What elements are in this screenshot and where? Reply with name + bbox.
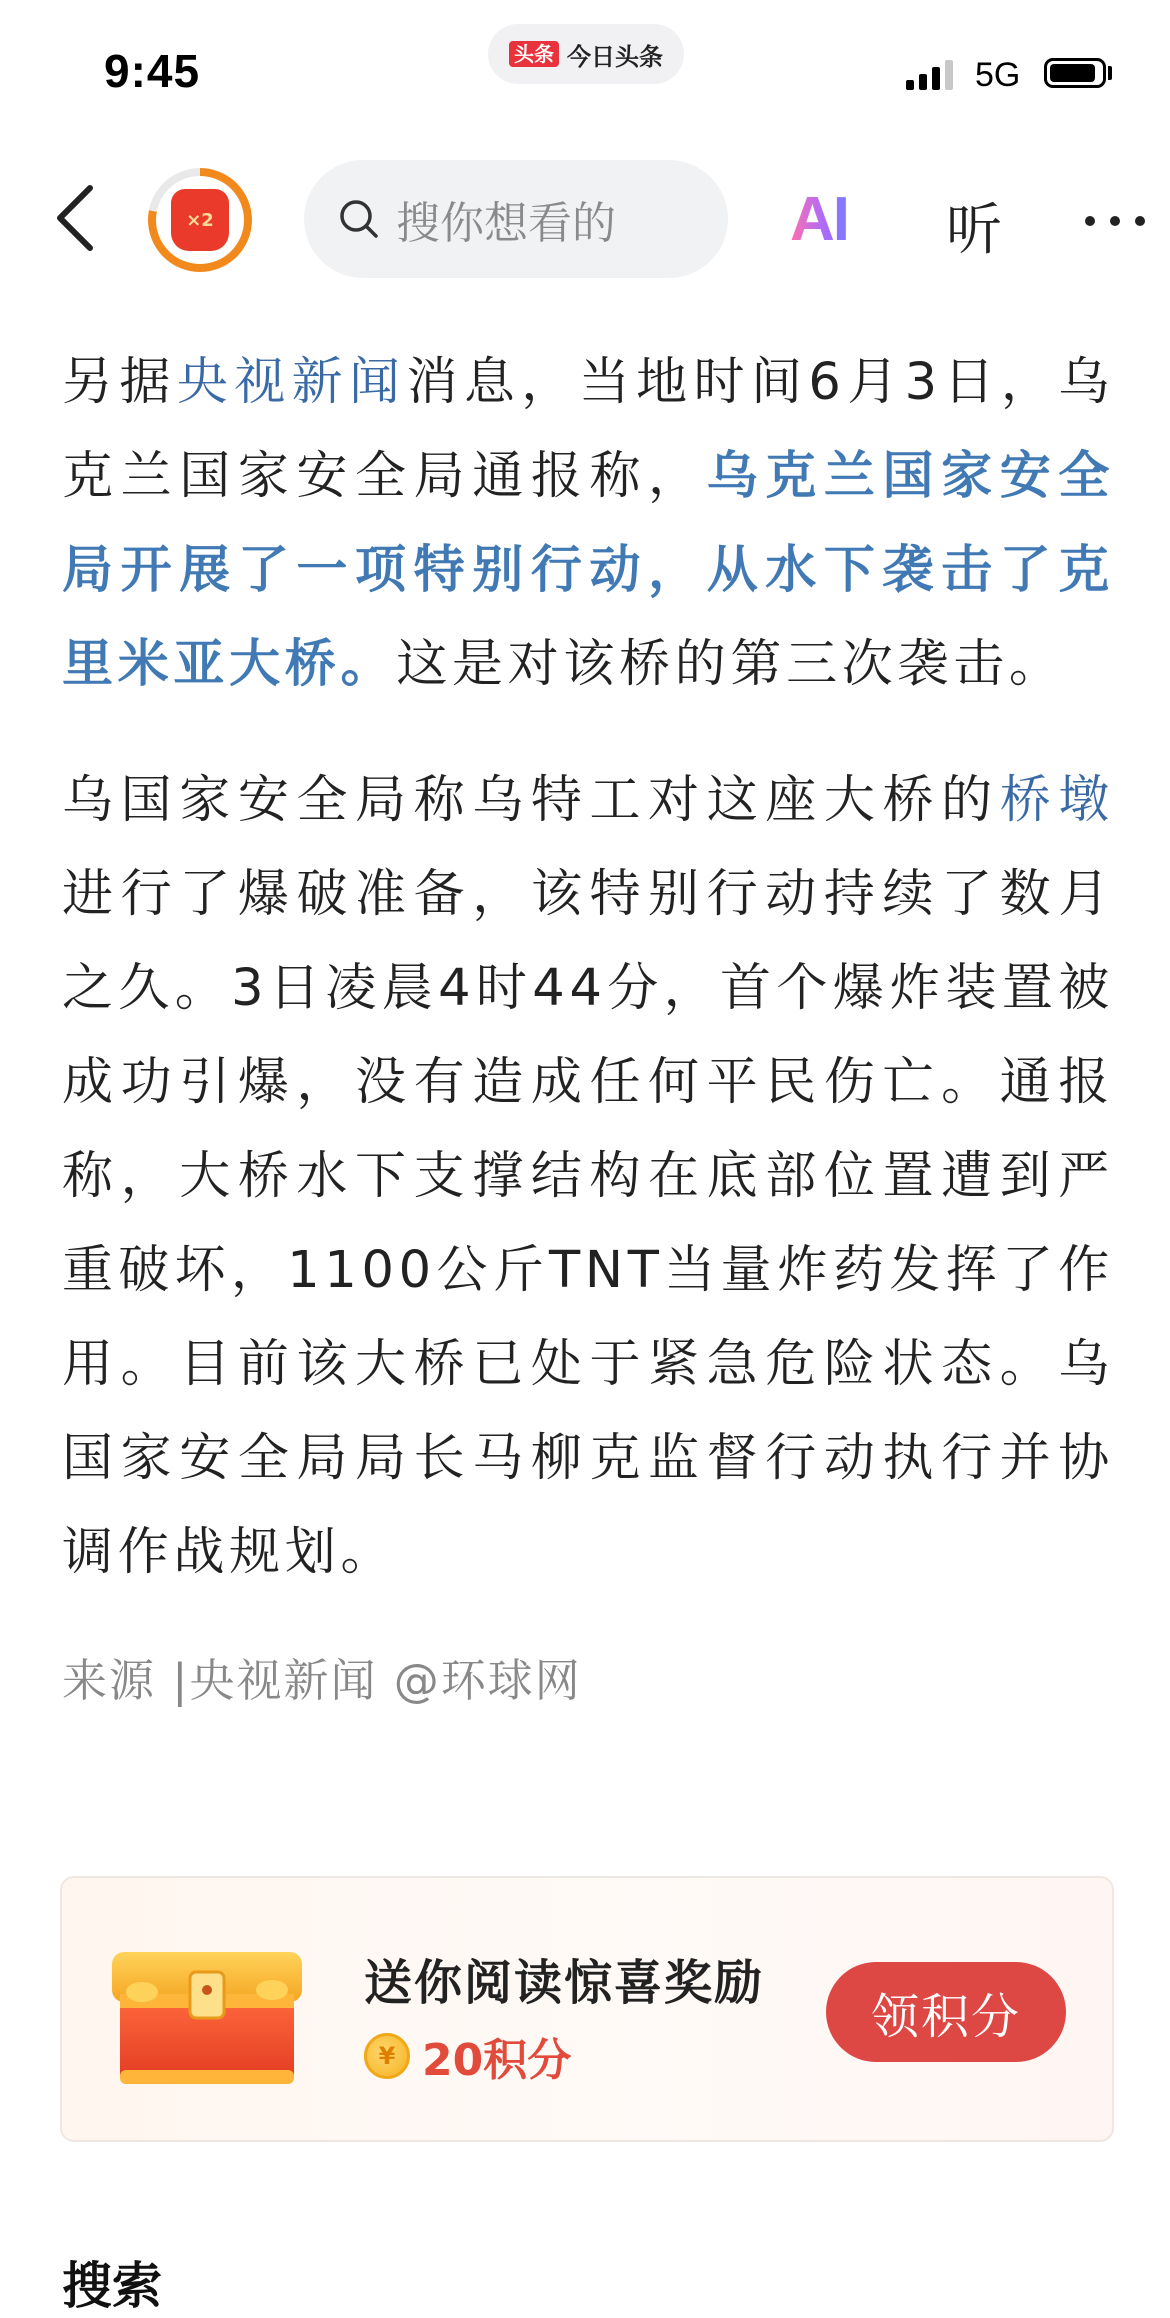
coin-icon: ¥ [364, 2033, 410, 2079]
status-time: 9:45 [104, 45, 201, 97]
ai-button[interactable]: AI [790, 182, 870, 258]
more-dots-icon [1080, 196, 1150, 246]
para1-text: 另据 [62, 353, 177, 412]
para1-text: 消息，当地时间6月3日，乌克兰国家安全局通报称， [62, 353, 1115, 506]
article-paragraph-2 [62, 754, 1114, 1600]
status-bar [0, 0, 1170, 140]
back-button[interactable] [50, 182, 102, 254]
reward-title: 送你阅读惊喜奖励 [364, 1955, 765, 2011]
battery-icon [1044, 58, 1106, 88]
pier-link[interactable]: 桥墩 [999, 771, 1114, 830]
app-name: 今日头条 [567, 42, 663, 71]
para1-text: 这是对该桥的第三次袭击。 [396, 635, 1065, 694]
search-input[interactable] [304, 160, 728, 278]
search-placeholder: 搜你想看的 [396, 198, 616, 249]
claim-points-button[interactable]: 领积分 [826, 1962, 1066, 2062]
search-icon [336, 196, 382, 242]
reward-progress-badge[interactable] [148, 168, 252, 272]
more-button[interactable] [1080, 196, 1150, 246]
chevron-left-icon [50, 182, 102, 254]
reward-multiplier: ×2 [186, 209, 214, 231]
article-body [62, 336, 1114, 1709]
treasure-chest-icon [102, 1932, 312, 2092]
app-indicator-pill [488, 24, 684, 84]
toutiao-logo-icon: 头条 [509, 41, 559, 67]
reading-reward-card [60, 1876, 1114, 2142]
signal-icon [906, 60, 958, 90]
red-envelope-icon [171, 189, 229, 251]
reward-points [364, 2024, 571, 2088]
cctv-news-link[interactable]: 央视新闻 [176, 353, 407, 412]
points-amount: 20积分 [422, 2035, 572, 2086]
search-section-title: 搜索 [62, 2257, 162, 2315]
para2-text: 乌国家安全局称乌特工对这座大桥的 [62, 771, 1000, 830]
article-paragraph-1 [62, 336, 1114, 712]
highlighted-sentence: 乌克兰国家安全局开展了一项特别行动，从水下袭击了克里米亚大桥。 [62, 447, 1115, 694]
listen-button[interactable]: 听 [946, 198, 1002, 263]
network-type: 5G [975, 56, 1021, 94]
article-source: 来源 |央视新闻 @环球网 [62, 1654, 582, 1707]
para2-text: 进行了爆破准备，该特别行动持续了数月之久。3日凌晨4时44分，首个爆炸装置被成功引爆，没有造成任何平民伤亡。通报称，大桥水下支撑结构在底部位置遭到严重破坏，1100公斤TNT当量炸药发挥了作用。目前该大桥已处于紧急危险状态。乌国家安全局局长马柳克监督行动执行并协调作战规划。 [62, 865, 1114, 1582]
battery-cap [1108, 66, 1112, 80]
